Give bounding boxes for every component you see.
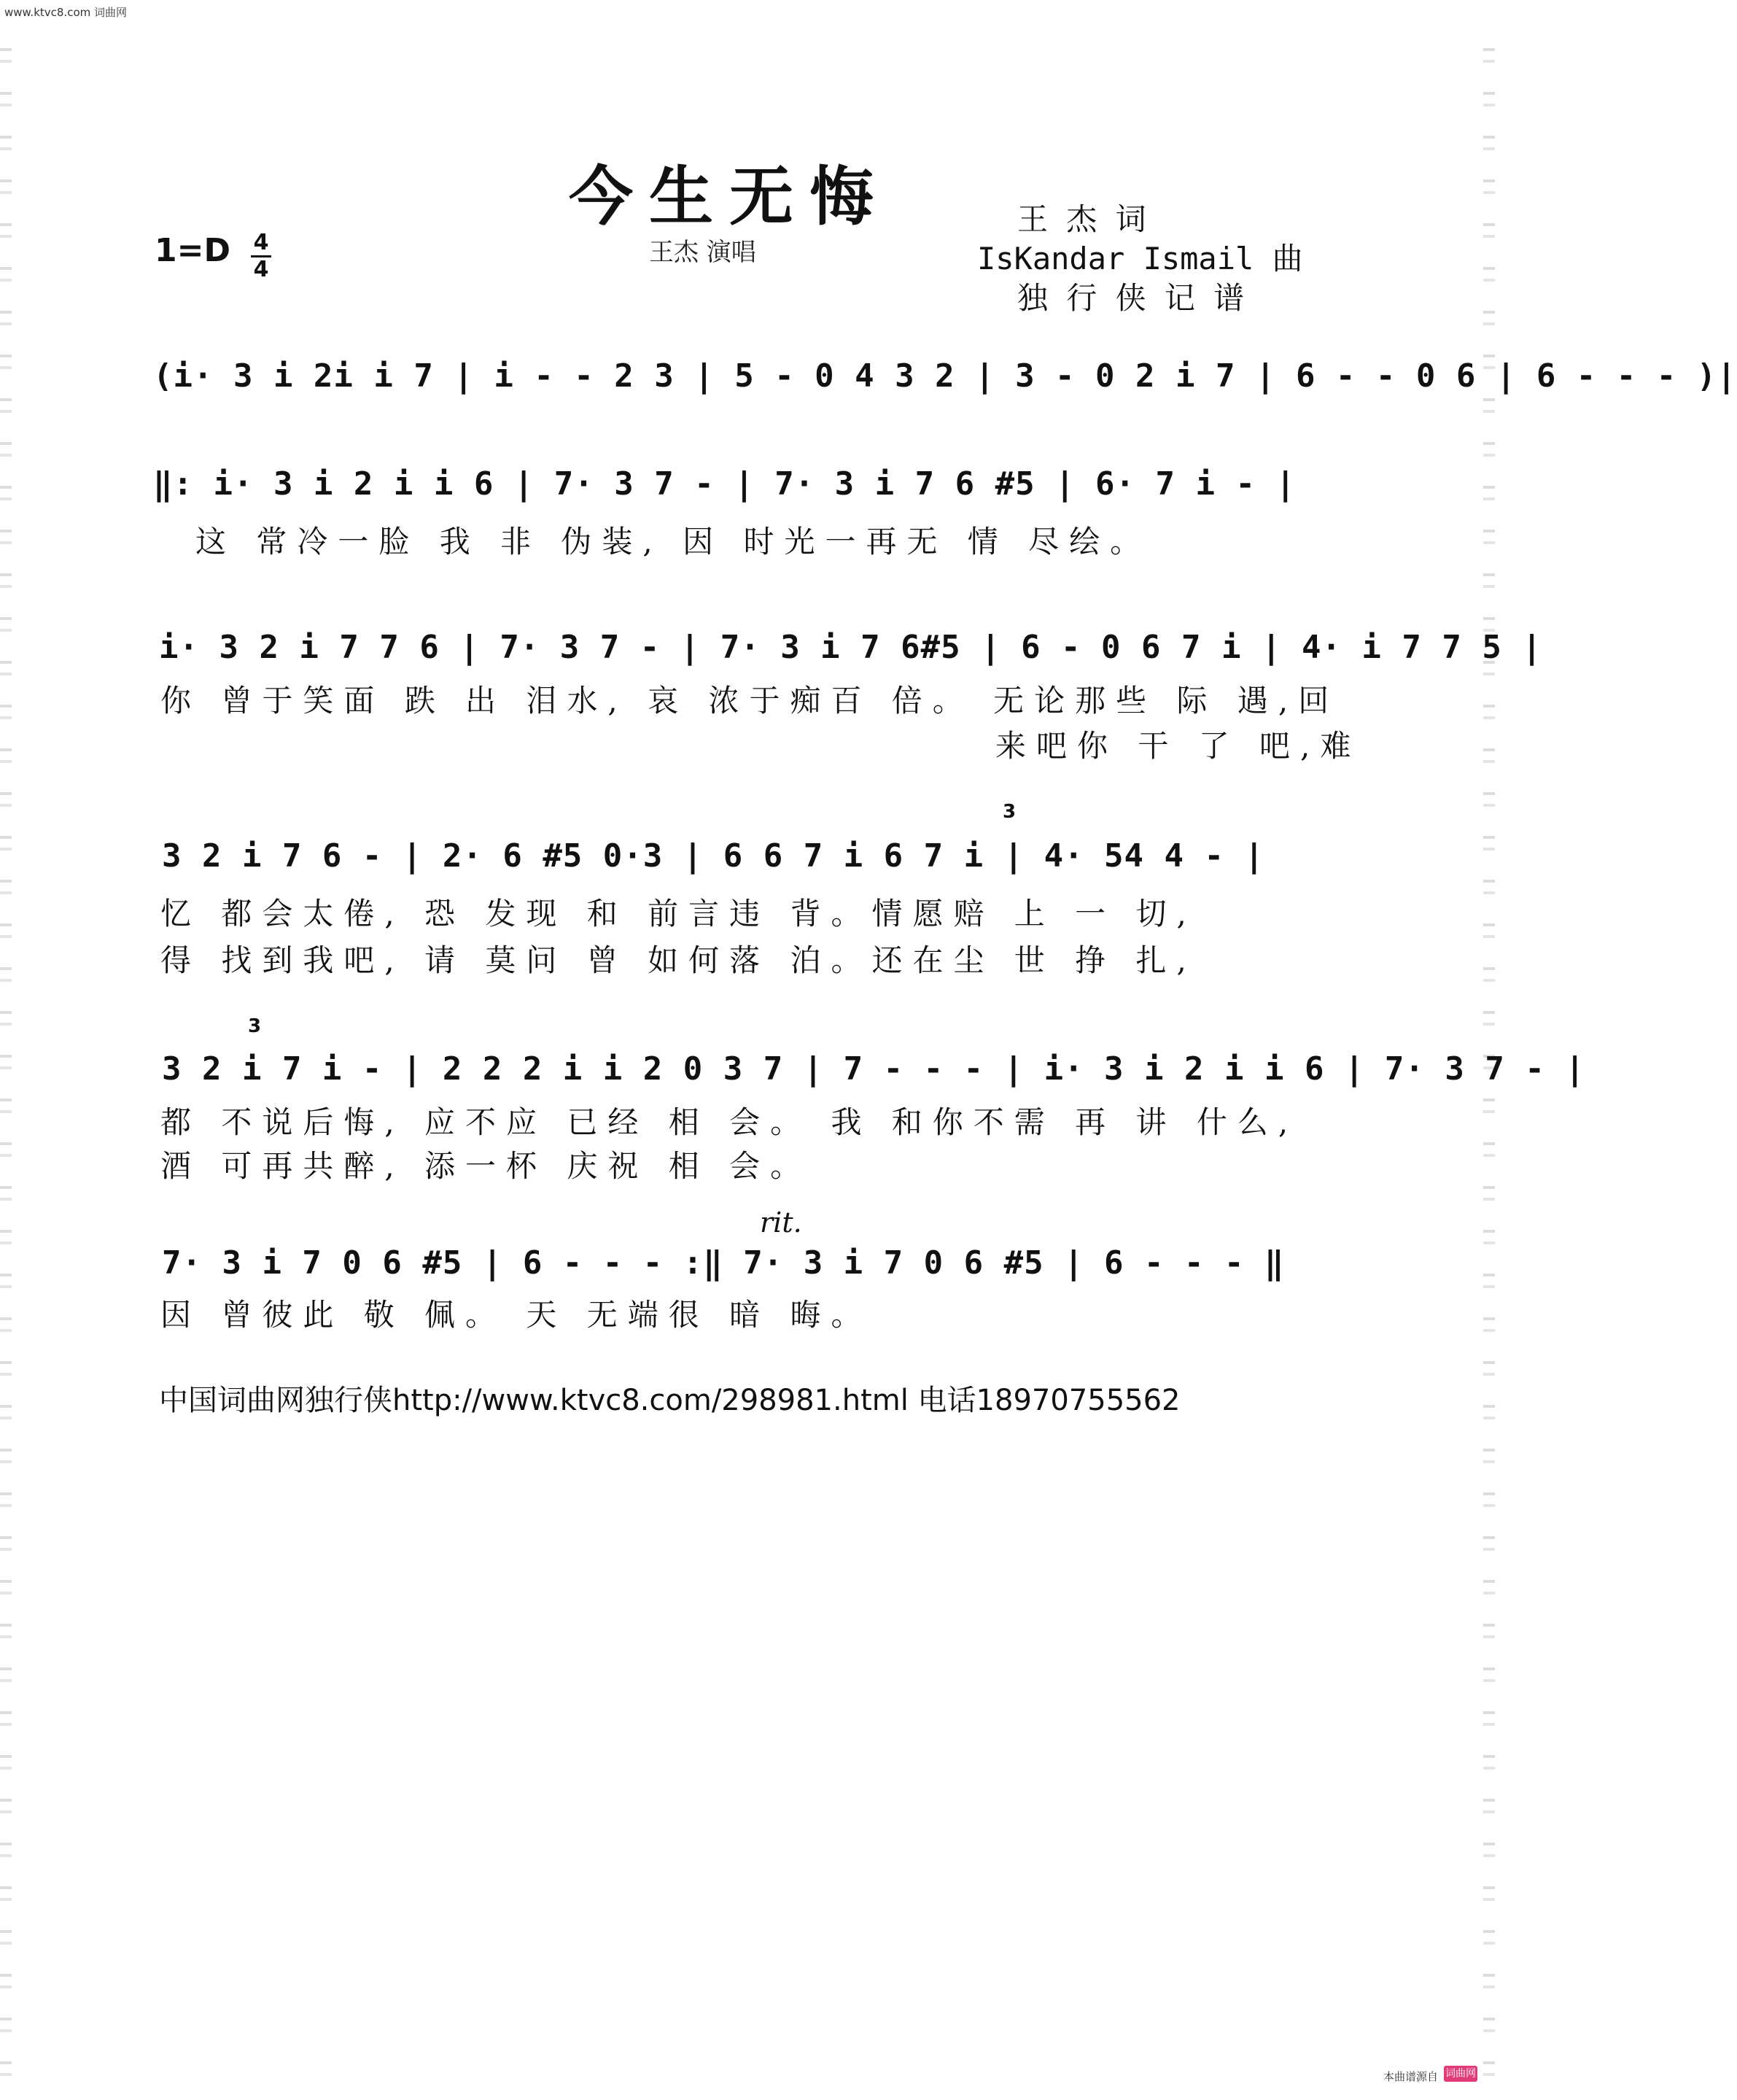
left-watermark-strip	[0, 29, 12, 2086]
triplet-mark-2: 3	[248, 1015, 262, 1037]
line3-music: 3 2 i 7 6 - | 2· 6 #5 0·3 | 6 6 7 i 6 7 i | 4· 54 4 - |	[162, 837, 1264, 875]
line4-lyric1: 都 不说后悔, 应不应 已经 相 会。 我 和你不需 再 讲 什么,	[160, 1104, 1299, 1140]
line3-lyric2: 得 找到我吧, 请 莫问 曾 如何落 泊。还在尘 世 挣 扎,	[160, 942, 1197, 978]
line2-lyric1: 你 曾于笑面 跌 出 泪水, 哀 浓于痴百 倍。 无论那些 际 遇,回	[160, 683, 1340, 718]
credit-lyricist: 王 杰 词	[1017, 201, 1146, 237]
watermark-text: 本曲谱源自	[1383, 2070, 1438, 2083]
time-signature	[248, 230, 274, 282]
line3-lyric1: 忆 都会太倦, 恐 发现 和 前言违 背。情愿赔 上 一 切,	[160, 896, 1197, 931]
meter-top: 4	[253, 230, 269, 255]
triplet-mark-1: 3	[1003, 801, 1017, 823]
line5-music: 7· 3 i 7 0 6 #5 | 6 - - - :‖ 7· 3 i 7 0 6 #5 | 6 - - - ‖	[162, 1244, 1285, 1282]
footer-source: 中国词曲网独行侠http://www.ktvc8.com/298981.html 电话18970755562	[159, 1384, 1181, 1417]
intro-line: (i· 3 i 2i i 7 | i - - 2 3 | 5 - 0 4 3 2 | 3 - 0 2 i 7 | 6 - - 0 6 | 6 - - - )|	[153, 357, 1737, 395]
line4-music: 3 2 i 7 i - | 2 2 2 i i 2 0 3 7 | 7 - - - | i· 3 i 2 i i 6 | 7· 3 7 - |	[162, 1050, 1585, 1088]
credit-transcriber: 独 行 侠 记 谱	[1017, 280, 1245, 316]
line1-music: ‖: i· 3 i 2 i i 6 | 7· 3 7 - | 7· 3 i 7 6 #5 | 6· 7 i - |	[153, 465, 1296, 503]
site-label: www.ktvc8.com 词曲网	[4, 6, 128, 19]
credit-composer: IsKandar Ismail 曲	[977, 241, 1303, 276]
rit-marking: rit.	[760, 1206, 802, 1239]
line1-lyric: 这 常冷一脸 我 非 伪装, 因 时光一再无 情 尽绘。	[195, 524, 1151, 559]
song-title: 今生无悔	[569, 158, 890, 234]
line2-music: i· 3 2 i 7 7 6 | 7· 3 7 - | 7· 3 i 7 6#5 | 6 - 0 6 7 i | 4· i 7 7 5 |	[159, 629, 1542, 666]
line5-lyric: 因 曾彼此 敬 佩。 天 无端很 暗 晦。	[160, 1297, 872, 1333]
watermark-logo: 词曲网	[1444, 2066, 1477, 2082]
line2-lyric2: 来吧你 干 了 吧,难	[995, 728, 1361, 764]
key-signature: 1=D	[155, 232, 231, 269]
line4-lyric2: 酒 可再共醉, 添一杯 庆祝 相 会。	[160, 1148, 812, 1184]
meter-bottom: 4	[253, 257, 269, 282]
performer: 王杰 演唱	[649, 238, 756, 267]
